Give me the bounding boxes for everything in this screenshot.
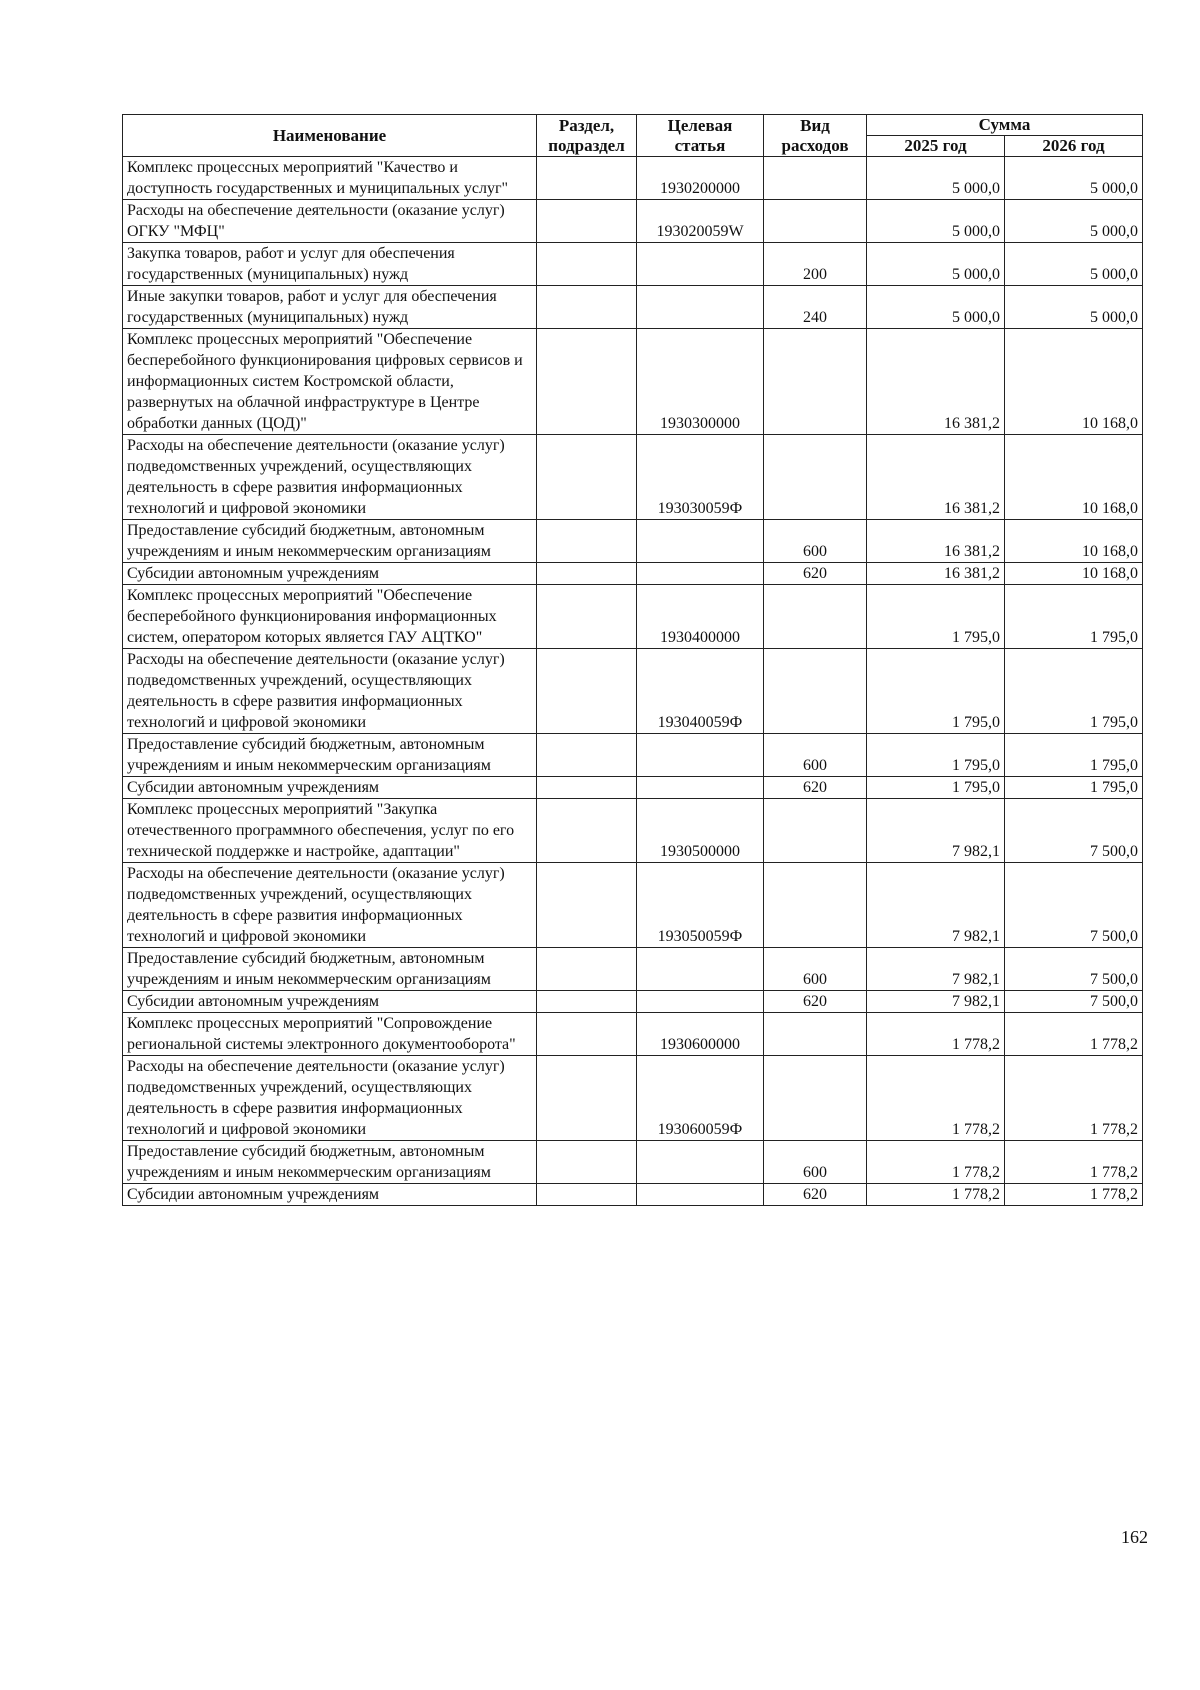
row-amount-2026: 10 168,0	[1005, 563, 1143, 585]
row-amount-2025: 16 381,2	[867, 563, 1005, 585]
row-target-code: 1930200000	[637, 157, 764, 200]
header-year-2026: 2026 год	[1005, 136, 1143, 157]
row-section	[537, 1141, 637, 1184]
row-expense-type	[764, 799, 867, 863]
row-section	[537, 777, 637, 799]
row-target-code	[637, 1184, 764, 1206]
table-row	[123, 286, 1143, 329]
row-expense-type: 620	[764, 563, 867, 585]
table-row	[123, 585, 1143, 649]
table-row	[123, 1056, 1143, 1141]
table-row	[123, 520, 1143, 563]
row-amount-2025: 1 778,2	[867, 1056, 1005, 1141]
row-expense-type: 600	[764, 1141, 867, 1184]
row-target-code	[637, 948, 764, 991]
row-expense-type	[764, 200, 867, 243]
row-target-code: 193060059Ф	[637, 1056, 764, 1141]
row-target-code: 193030059Ф	[637, 435, 764, 520]
row-expense-type: 600	[764, 948, 867, 991]
row-section	[537, 157, 637, 200]
table-row	[123, 200, 1143, 243]
row-section	[537, 1056, 637, 1141]
row-target-code: 1930400000	[637, 585, 764, 649]
row-section	[537, 991, 637, 1013]
budget-sheet	[122, 114, 1142, 1206]
row-target-code: 193050059Ф	[637, 863, 764, 948]
budget-table	[122, 114, 1143, 1206]
row-name: Комплекс процессных мероприятий "Обеспечение бесперебойного функционирования информационных систем, оператором которых является ГАУ АЦТКО"	[123, 585, 537, 649]
row-expense-type	[764, 649, 867, 734]
row-target-code	[637, 734, 764, 777]
row-amount-2025: 1 795,0	[867, 777, 1005, 799]
row-expense-type	[764, 329, 867, 435]
row-amount-2025: 16 381,2	[867, 520, 1005, 563]
row-expense-type: 200	[764, 243, 867, 286]
row-name: Комплекс процессных мероприятий "Сопровождение региональной системы электронного документооборота"	[123, 1013, 537, 1056]
row-name: Закупка товаров, работ и услуг для обеспечения государственных (муниципальных) нужд	[123, 243, 537, 286]
row-expense-type: 620	[764, 991, 867, 1013]
row-amount-2025: 1 795,0	[867, 734, 1005, 777]
row-section	[537, 1013, 637, 1056]
row-name: Расходы на обеспечение деятельности (оказание услуг) подведомственных учреждений, осуществляющих деятельность в сфере развития информационных технологий и цифровой экономики	[123, 435, 537, 520]
table-body	[123, 157, 1143, 1206]
row-name: Субсидии автономным учреждениям	[123, 563, 537, 585]
row-amount-2026: 7 500,0	[1005, 948, 1143, 991]
header-sum: Сумма	[867, 115, 1143, 136]
row-amount-2025: 5 000,0	[867, 286, 1005, 329]
row-target-code	[637, 1141, 764, 1184]
row-target-code: 193040059Ф	[637, 649, 764, 734]
row-name: Субсидии автономным учреждениям	[123, 991, 537, 1013]
table-row	[123, 1184, 1143, 1206]
row-section	[537, 799, 637, 863]
row-expense-type: 240	[764, 286, 867, 329]
row-name: Комплекс процессных мероприятий "Закупка отечественного программного обеспечения, услуг по его технической поддержке и настройке, адаптации"	[123, 799, 537, 863]
row-amount-2026: 1 778,2	[1005, 1184, 1143, 1206]
row-amount-2025: 16 381,2	[867, 435, 1005, 520]
row-expense-type	[764, 1056, 867, 1141]
row-section	[537, 286, 637, 329]
row-amount-2025: 1 795,0	[867, 585, 1005, 649]
row-amount-2025: 16 381,2	[867, 329, 1005, 435]
header-target: Целевая статья	[637, 115, 764, 157]
row-name: Комплекс процессных мероприятий "Обеспечение бесперебойного функционирования цифровых сервисов и информационных систем Костромской области, развернутых на облачной инфраструктуре в Центре обработки данных (ЦОД)"	[123, 329, 537, 435]
table-row	[123, 948, 1143, 991]
row-expense-type: 600	[764, 734, 867, 777]
row-expense-type	[764, 157, 867, 200]
row-amount-2026: 10 168,0	[1005, 435, 1143, 520]
row-amount-2026: 7 500,0	[1005, 799, 1143, 863]
row-name: Субсидии автономным учреждениям	[123, 1184, 537, 1206]
table-row	[123, 734, 1143, 777]
row-name: Комплекс процессных мероприятий "Качество и доступность государственных и муниципальных услуг"	[123, 157, 537, 200]
row-amount-2026: 1 778,2	[1005, 1141, 1143, 1184]
row-expense-type	[764, 435, 867, 520]
row-amount-2025: 7 982,1	[867, 799, 1005, 863]
row-name: Расходы на обеспечение деятельности (оказание услуг) подведомственных учреждений, осуществляющих деятельность в сфере развития информационных технологий и цифровой экономики	[123, 863, 537, 948]
row-section	[537, 649, 637, 734]
table-row	[123, 329, 1143, 435]
row-amount-2025: 1 778,2	[867, 1141, 1005, 1184]
row-target-code: 1930500000	[637, 799, 764, 863]
row-name: Предоставление субсидий бюджетным, автономным учреждениям и иным некоммерческим организациям	[123, 520, 537, 563]
header-year-2025: 2025 год	[867, 136, 1005, 157]
row-section	[537, 200, 637, 243]
row-amount-2026: 7 500,0	[1005, 863, 1143, 948]
row-target-code	[637, 991, 764, 1013]
row-target-code	[637, 777, 764, 799]
page-number: 162	[1121, 1527, 1148, 1547]
row-amount-2025: 5 000,0	[867, 243, 1005, 286]
row-expense-type	[764, 585, 867, 649]
row-name: Предоставление субсидий бюджетным, автономным учреждениям и иным некоммерческим организациям	[123, 734, 537, 777]
header-section: Раздел, подраздел	[537, 115, 637, 157]
row-expense-type: 600	[764, 520, 867, 563]
table-header	[123, 115, 1143, 157]
row-section	[537, 520, 637, 563]
row-amount-2026: 7 500,0	[1005, 991, 1143, 1013]
table-row	[123, 243, 1143, 286]
row-amount-2026: 1 795,0	[1005, 649, 1143, 734]
table-row	[123, 157, 1143, 200]
row-target-code	[637, 286, 764, 329]
header-type: Вид расходов	[764, 115, 867, 157]
row-amount-2026: 10 168,0	[1005, 520, 1143, 563]
row-target-code	[637, 563, 764, 585]
row-amount-2026: 5 000,0	[1005, 200, 1143, 243]
row-amount-2026: 1 795,0	[1005, 585, 1143, 649]
table-row	[123, 1141, 1143, 1184]
row-name: Предоставление субсидий бюджетным, автономным учреждениям и иным некоммерческим организациям	[123, 1141, 537, 1184]
row-name: Расходы на обеспечение деятельности (оказание услуг) ОГКУ "МФЦ"	[123, 200, 537, 243]
row-amount-2025: 5 000,0	[867, 200, 1005, 243]
row-expense-type: 620	[764, 777, 867, 799]
row-target-code	[637, 243, 764, 286]
row-section	[537, 585, 637, 649]
row-name: Иные закупки товаров, работ и услуг для обеспечения государственных (муниципальных) нужд	[123, 286, 537, 329]
row-amount-2026: 1 795,0	[1005, 777, 1143, 799]
table-row	[123, 799, 1143, 863]
row-section	[537, 563, 637, 585]
row-amount-2025: 1 778,2	[867, 1184, 1005, 1206]
row-section	[537, 329, 637, 435]
row-amount-2025: 5 000,0	[867, 157, 1005, 200]
table-row	[123, 863, 1143, 948]
row-amount-2026: 5 000,0	[1005, 286, 1143, 329]
header-name: Наименование	[123, 115, 537, 157]
row-target-code: 1930600000	[637, 1013, 764, 1056]
row-section	[537, 1184, 637, 1206]
row-amount-2025: 1 778,2	[867, 1013, 1005, 1056]
row-amount-2026: 5 000,0	[1005, 157, 1143, 200]
row-name: Расходы на обеспечение деятельности (оказание услуг) подведомственных учреждений, осуществляющих деятельность в сфере развития информационных технологий и цифровой экономики	[123, 649, 537, 734]
table-row	[123, 991, 1143, 1013]
row-name: Субсидии автономным учреждениям	[123, 777, 537, 799]
row-section	[537, 734, 637, 777]
row-amount-2026: 5 000,0	[1005, 243, 1143, 286]
row-amount-2025: 7 982,1	[867, 948, 1005, 991]
row-name: Расходы на обеспечение деятельности (оказание услуг) подведомственных учреждений, осуществляющих деятельность в сфере развития информационных технологий и цифровой экономики	[123, 1056, 537, 1141]
row-amount-2025: 7 982,1	[867, 991, 1005, 1013]
row-expense-type: 620	[764, 1184, 867, 1206]
table-row	[123, 563, 1143, 585]
row-amount-2026: 1 778,2	[1005, 1013, 1143, 1056]
row-section	[537, 243, 637, 286]
row-expense-type	[764, 1013, 867, 1056]
table-row	[123, 649, 1143, 734]
row-expense-type	[764, 863, 867, 948]
row-section	[537, 435, 637, 520]
row-amount-2026: 1 778,2	[1005, 1056, 1143, 1141]
row-name: Предоставление субсидий бюджетным, автономным учреждениям и иным некоммерческим организациям	[123, 948, 537, 991]
row-amount-2025: 1 795,0	[867, 649, 1005, 734]
row-amount-2026: 10 168,0	[1005, 329, 1143, 435]
row-section	[537, 863, 637, 948]
table-row	[123, 435, 1143, 520]
row-target-code	[637, 520, 764, 563]
row-section	[537, 948, 637, 991]
row-amount-2025: 7 982,1	[867, 863, 1005, 948]
row-target-code: 193020059W	[637, 200, 764, 243]
row-amount-2026: 1 795,0	[1005, 734, 1143, 777]
row-target-code: 1930300000	[637, 329, 764, 435]
table-row	[123, 1013, 1143, 1056]
table-row	[123, 777, 1143, 799]
